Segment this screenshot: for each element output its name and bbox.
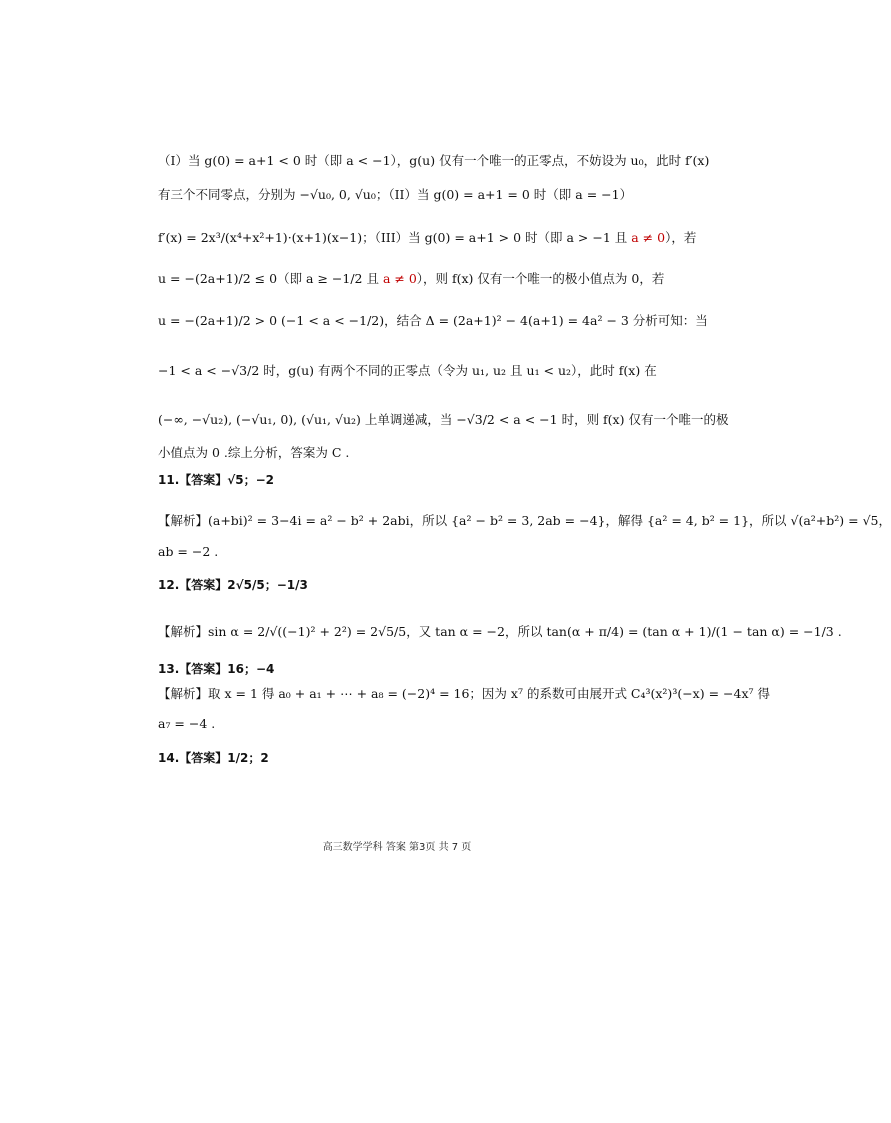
answer-12 <box>158 576 644 594</box>
text-span: ），若 <box>665 230 697 245</box>
text-span: 【解析】(a+bi)² = 3−4i = a² − b² + 2abi，所以 {a² − b² = 3, 2ab = −4}，解得 {a² = 4, b² = 1}，所以 √(a²+b²) = √5， <box>158 513 891 528</box>
text-span: ab = −2 . <box>158 544 219 559</box>
text-span: 【解析】取 x = 1 得 a₀ + a₁ + ⋯ + a₈ = (−2)⁴ = 16；因为 x⁷ 的系数可由展开式 C₄³(x²)³(−x) = −4x⁷ 得 <box>158 686 770 701</box>
text-span: u = −(2a+1)/2 ≤ 0（即 a ≥ −1/2 且 <box>158 271 383 286</box>
text-span: a₇ = −4 . <box>158 716 216 731</box>
text-span: (−∞, −√u₂), (−√u₁, 0), (√u₁, √u₂) 上单调递减，当 −√3/2 < a < −1 时，则 f(x) 仅有一个唯一的极 <box>158 412 729 427</box>
text-span: 12.【答案】2√5/5；−1/3 <box>158 578 308 592</box>
analysis-12 <box>158 623 842 641</box>
text-span: 13.【答案】16；−4 <box>158 662 275 676</box>
text-span: （I）当 g(0) = a+1 < 0 时（即 a < −1），g(u) 仅有一个唯一的正零点，不妨设为 u₀，此时 f′(x) <box>158 153 710 168</box>
text-span: 有三个不同零点，分别为 −√u₀, 0, √u₀；（II）当 g(0) = a+1 = 0 时（即 a = −1） <box>158 187 633 202</box>
text-line-u-gt <box>158 312 708 330</box>
text-span: u = −(2a+1)/2 > 0 (−1 < a < −1/2)，结合 Δ = (2a+1)² − 4(a+1) = 4a² − 3 分析可知：当 <box>158 313 708 328</box>
text-span: ），则 f(x) 仅有一个唯一的极小值点为 0，若 <box>416 271 665 286</box>
analysis-11 <box>158 512 891 530</box>
text-span: 【解析】sin α = 2/√((−1)² + 2²) = 2√5/5，又 tan α = −2，所以 tan(α + π/4) = (tan α + 1)/(1 − tan α) = −1/3 . <box>158 624 842 639</box>
text-line-case-1 <box>158 152 710 170</box>
answer-11 <box>158 471 644 489</box>
answer-13 <box>158 660 644 678</box>
analysis-13-end <box>158 715 644 733</box>
text-line-fprime <box>158 229 697 247</box>
analysis-13 <box>158 685 770 703</box>
highlight-span: a ≠ 0 <box>631 230 666 245</box>
text-line-intervals <box>158 411 729 429</box>
page-footer: 高三数学学科 答案 第3页 共 7 页 <box>322 842 472 853</box>
highlight-span: a ≠ 0 <box>382 271 417 286</box>
analysis-11-end <box>158 543 644 561</box>
text-span: 小值点为 0 .综上分析，答案为 C . <box>158 445 350 460</box>
text-line-case-2 <box>158 186 644 204</box>
text-line-u-le <box>158 270 665 288</box>
text-span: 14.【答案】1/2；2 <box>158 751 269 765</box>
text-span: −1 < a < −√3/2 时，g(u) 有两个不同的正零点（令为 u₁, u₂ 且 u₁ < u₂），此时 f(x) 在 <box>158 363 657 378</box>
text-span: 11.【答案】√5；−2 <box>158 473 275 487</box>
text-line-range <box>158 362 657 380</box>
text-line-conclusion <box>158 444 644 462</box>
text-span: f′(x) = 2x³/(x⁴+x²+1)·(x+1)(x−1)；（III）当 g(0) = a+1 > 0 时（即 a > −1 且 <box>158 230 632 245</box>
answer-14 <box>158 749 644 767</box>
